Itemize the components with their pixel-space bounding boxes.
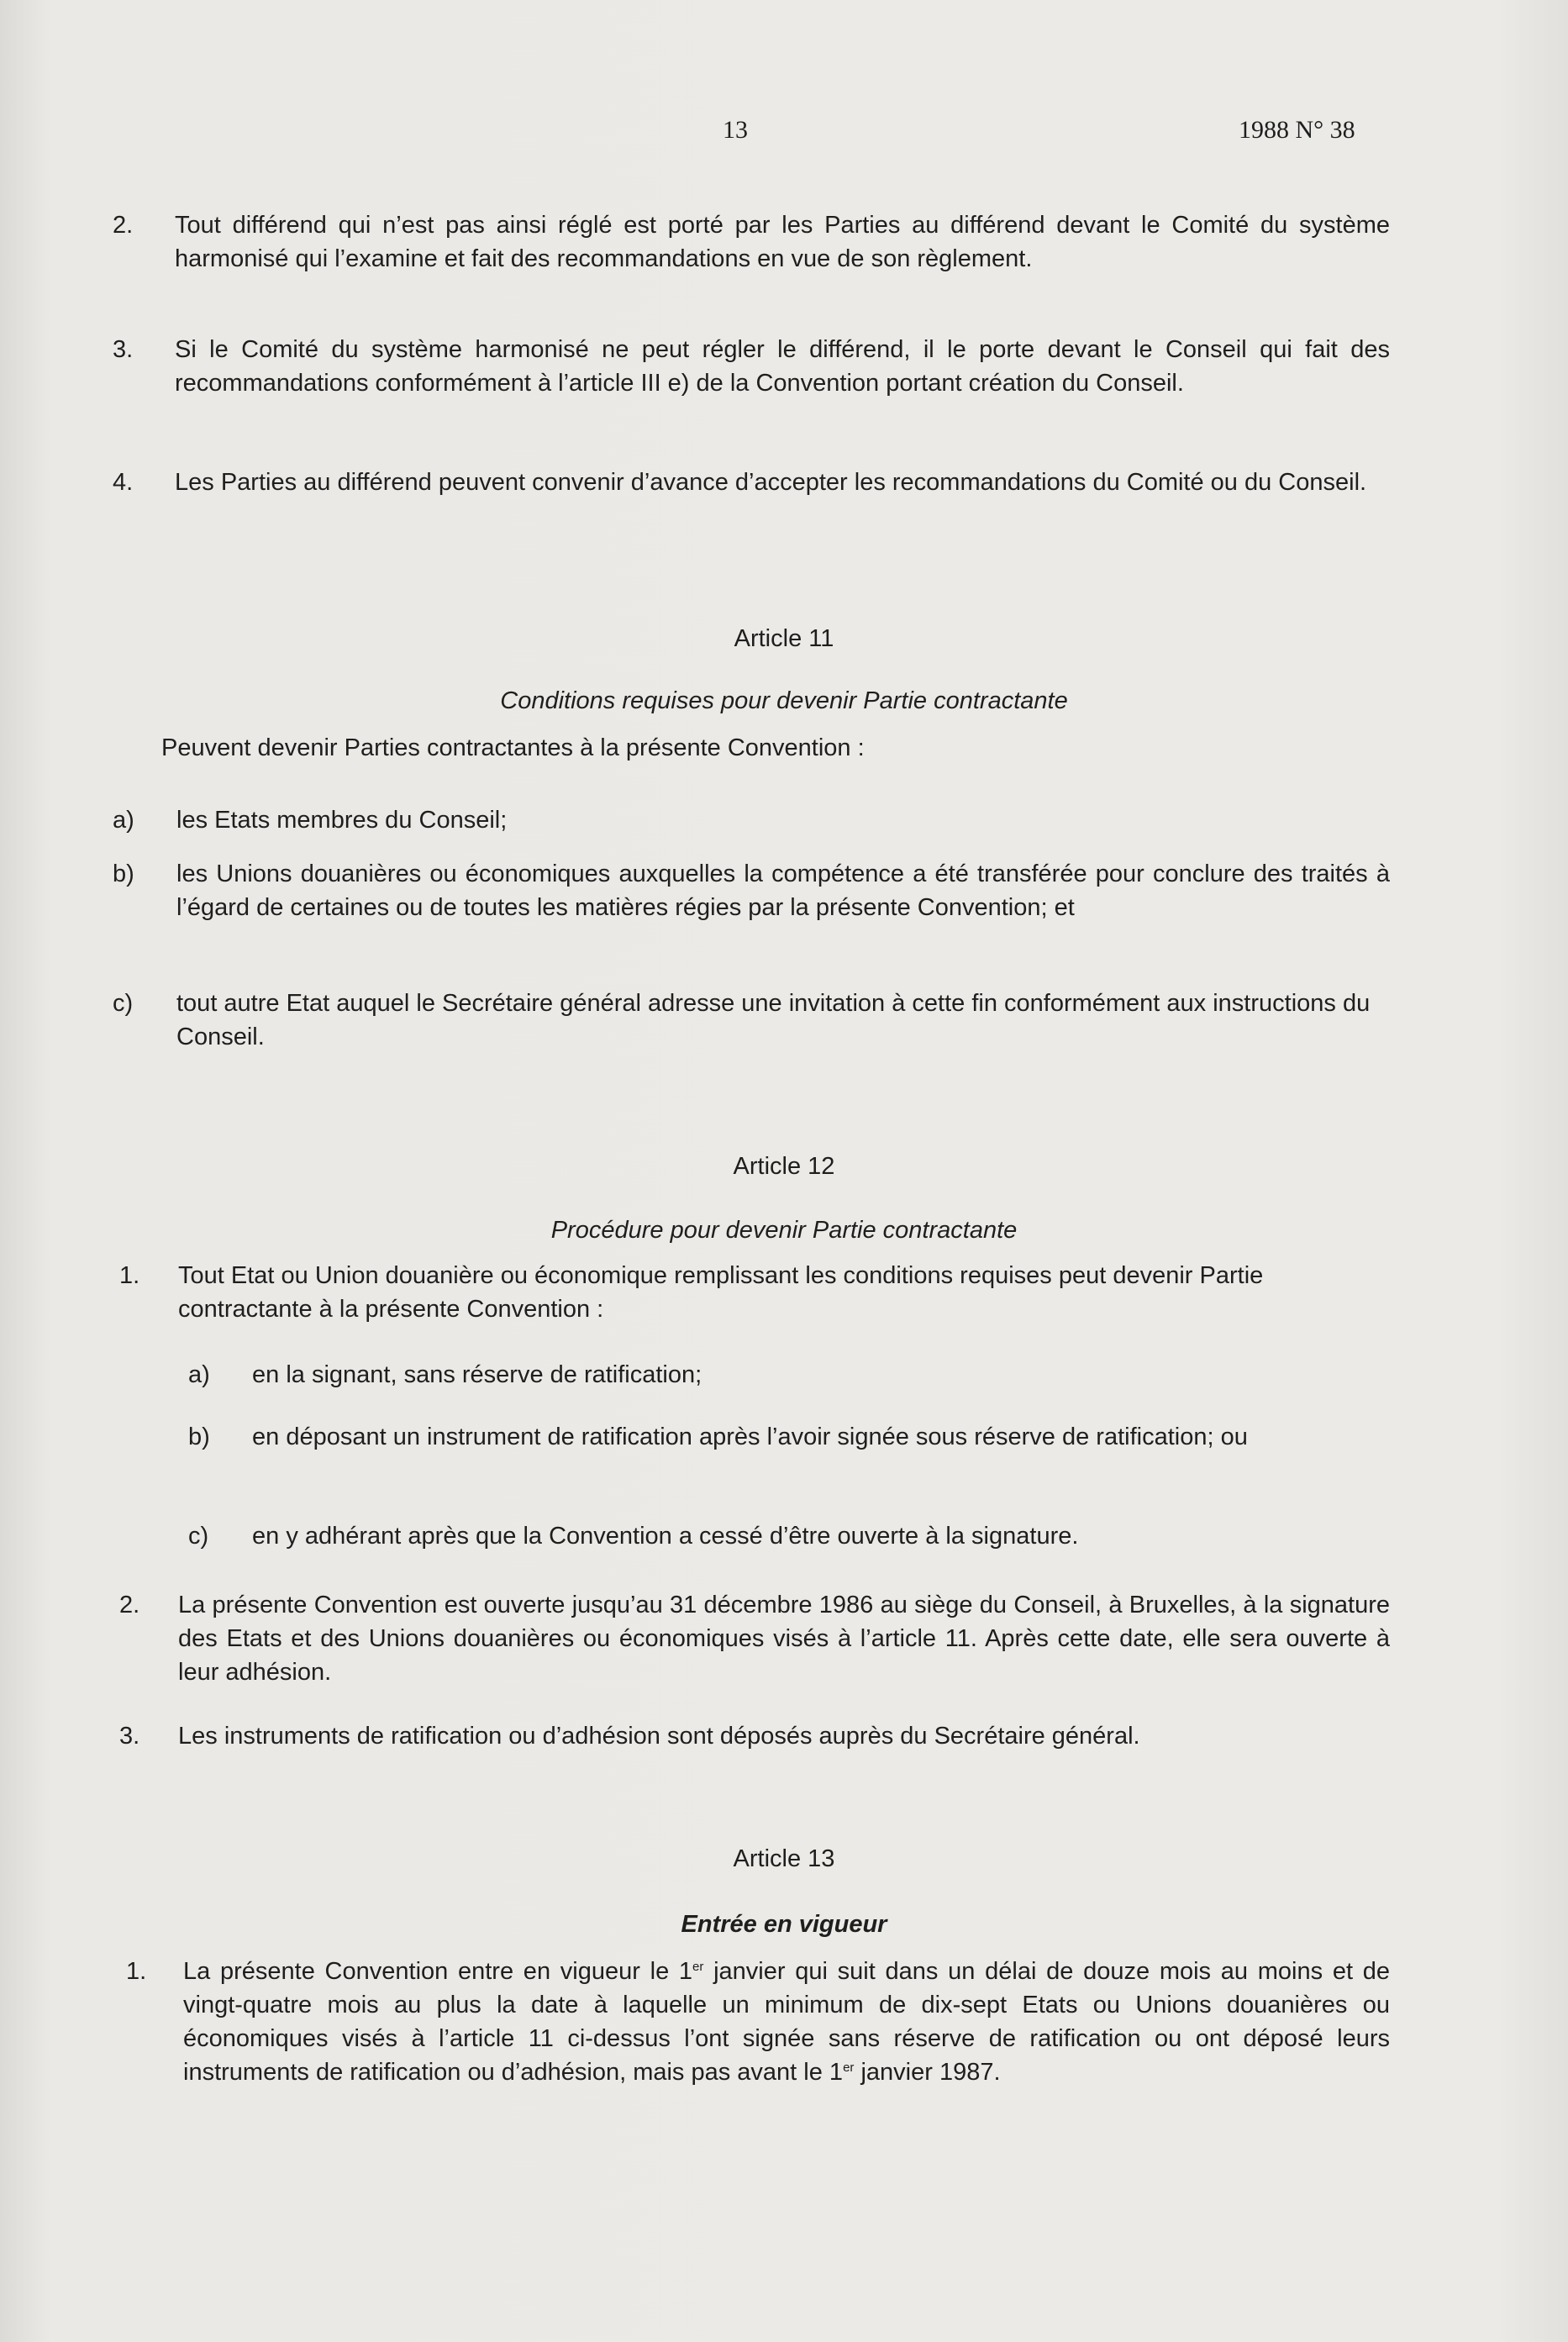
item-text: en y adhérant après que la Convention a cessé d’être ouverte à la signature. bbox=[252, 1523, 1079, 1550]
item-letter: c) bbox=[113, 990, 134, 1017]
article11-heading: Article 11 bbox=[734, 625, 834, 652]
item-text: tout autre Etat auquel le Secrétaire général adresse une invitation à cette fin conformément aux instructions du Conseil. bbox=[176, 990, 1371, 1050]
item-letter: b) bbox=[188, 1424, 210, 1450]
article13-heading: Article 13 bbox=[733, 1845, 835, 1872]
item-text: les Etats membres du Conseil; bbox=[176, 807, 508, 834]
gazette-reference: 1988 N° 38 bbox=[1239, 116, 1355, 144]
item-letter: a) bbox=[113, 807, 134, 834]
item-text: Les instruments de ratification ou d’adhésion sont déposés auprès du Secrétaire général. bbox=[178, 1723, 1140, 1750]
article11-subtitle: Conditions requises pour devenir Partie contractante bbox=[500, 687, 1068, 714]
item-text-part: janvier qui suit dans un délai de douze mois au moins et de vingt-quatre mois au plus la date à laquelle un minimum de dix-sept Etats ou Unions douanières ou économiques visés à l’article 11 ci-dessus l’ont signée sans réserve de ratification ou ont déposé leurs instruments de ratification ou d’adhésion, mais pas avant le 1 bbox=[183, 1958, 1390, 2086]
page-header bbox=[0, 116, 1568, 150]
item-letter: a) bbox=[188, 1361, 210, 1388]
article12-subtitle: Procédure pour devenir Partie contractante bbox=[550, 1217, 1018, 1244]
item-text-part: La présente Convention entre en vigueur le 1 bbox=[183, 1958, 693, 1985]
page-number: 13 bbox=[723, 116, 748, 144]
article12-heading: Article 12 bbox=[733, 1153, 835, 1180]
item-text: Les Parties au différend peuvent convenir d’avance d’accepter les recommandations du Comité ou du Conseil. bbox=[175, 469, 1367, 496]
item-text-part: janvier 1987. bbox=[854, 2059, 1001, 2086]
item-text bbox=[183, 1955, 1390, 2089]
article13-subtitle: Entrée en vigueur bbox=[681, 1911, 887, 1938]
item-text: Si le Comité du système harmonisé ne peut régler le différend, il le porte devant le Conseil qui fait des recommandations conformément à l’article III e) de la Convention portant création du Conseil. bbox=[175, 336, 1390, 397]
item-number: 3. bbox=[113, 336, 134, 363]
item-letter: b) bbox=[113, 860, 134, 887]
item-number: 3. bbox=[119, 1723, 140, 1750]
item-text: La présente Convention est ouverte jusqu’au 31 décembre 1986 au siège du Conseil, à Bruxelles, à la signature des Etats et des Unions douanières ou économiques visés à l’article 11. Après cette date, elle sera ouverte à leur adhésion. bbox=[178, 1592, 1390, 1686]
item-number: 2. bbox=[119, 1592, 140, 1618]
ordinal-superscript: er bbox=[843, 2060, 855, 2075]
item-letter: c) bbox=[188, 1523, 209, 1550]
item-text: Tout Etat ou Union douanière ou économique remplissant les conditions requises peut devenir Partie contractante à la présente Convention : bbox=[178, 1262, 1264, 1323]
article11-intro: Peuvent devenir Parties contractantes à la présente Convention : bbox=[161, 734, 865, 761]
item-number: 4. bbox=[113, 469, 134, 496]
item-number: 2. bbox=[113, 212, 134, 239]
item-text: Tout différend qui n’est pas ainsi réglé est porté par les Parties au différend devant le Comité du système harmonisé qui l’examine et fait des recommandations en vue de son règlement. bbox=[175, 212, 1390, 272]
ordinal-superscript: er bbox=[692, 1960, 704, 1974]
item-number: 1. bbox=[119, 1262, 140, 1289]
item-text: en déposant un instrument de ratification après l’avoir signée sous réserve de ratification; ou bbox=[252, 1424, 1248, 1450]
item-number: 1. bbox=[126, 1958, 147, 1985]
item-text: les Unions douanières ou économiques auxquelles la compétence a été transférée pour conclure des traités à l’égard de certaines ou de toutes les matières régies par la présente Convention; et bbox=[176, 860, 1390, 921]
item-text: en la signant, sans réserve de ratification; bbox=[252, 1361, 702, 1388]
